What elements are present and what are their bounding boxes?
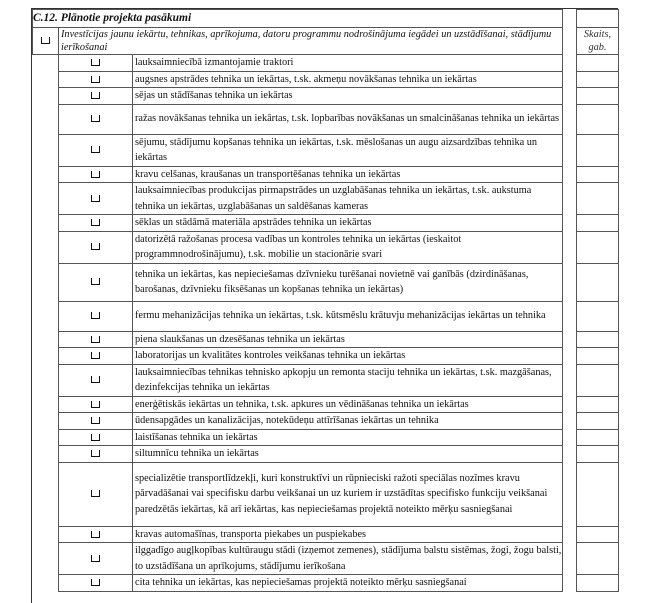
measure-label: sēklas un stādāmā materiāla apstrādes tehnika un iekārtas <box>133 215 563 232</box>
main-item-row <box>33 28 619 55</box>
count-header: Skaits, gab. <box>577 28 619 55</box>
measure-row <box>33 104 619 134</box>
section-title-row <box>33 10 619 28</box>
main-item-label: Investīcijas jaunu iekārtu, tehnikas, aprīkojuma, datoru programmu nodrošinājuma iegādei un uzstādīšanai, stādījumu ierīkošanai <box>59 28 563 55</box>
measure-label: laboratorijas un kvalitātes kontroles veikšanas tehnika un iekārtas <box>133 348 563 365</box>
measure-label: laistīšanas tehnika un iekārtas <box>133 429 563 446</box>
measure-row <box>33 71 619 88</box>
measure-checkbox[interactable] <box>91 146 100 153</box>
measure-checkbox[interactable] <box>91 59 100 66</box>
measure-row <box>33 263 619 301</box>
measure-label: kravas automašīnas, transporta piekabes un puspiekabes <box>133 526 563 543</box>
measure-row <box>33 215 619 232</box>
count-input[interactable] <box>577 301 619 331</box>
count-input[interactable] <box>577 104 619 134</box>
count-input[interactable] <box>577 348 619 365</box>
count-input[interactable] <box>577 71 619 88</box>
measure-label: lauksaimniecības produkcijas pirmapstrādes un uzglabāšanas tehnika un iekārtas, t.sk. aukstuma tehnika un iekārtas, uzglabāšanas un saldēšanas kameras <box>133 183 563 215</box>
measure-label: sējas un stādīšanas tehnika un iekārtas <box>133 88 563 105</box>
count-input[interactable] <box>577 413 619 430</box>
measure-row <box>33 166 619 183</box>
count-input[interactable] <box>577 446 619 463</box>
measure-row <box>33 301 619 331</box>
measure-label: cita tehnika un iekārtas, kas nepieciešamas projektā noteikto mērķu sasniegšanai <box>133 575 563 592</box>
main-item-checkbox[interactable] <box>41 37 50 44</box>
measure-label: lauksaimniecības tehnikas tehnisko apkopju un remonta staciju tehnika un iekārtas, t.sk. mazgāšanas, dezinfekcijas tehnika un iekārtas <box>133 364 563 396</box>
count-input[interactable] <box>577 263 619 301</box>
section-title: C.12. Plānotie projekta pasākumi <box>33 10 563 28</box>
measure-checkbox[interactable] <box>91 450 100 457</box>
count-input[interactable] <box>577 231 619 263</box>
measure-label: datorizētā ražošanas procesa vadības un kontroles tehnika un iekārtas (ieskaitot programmnodrošinājumu), t.sk. mobilie un stacionārie svari <box>133 231 563 263</box>
count-input[interactable] <box>577 55 619 72</box>
planned-measures-table <box>32 9 619 592</box>
measure-checkbox[interactable] <box>91 579 100 586</box>
measure-checkbox[interactable] <box>91 376 100 383</box>
measure-row <box>33 543 619 575</box>
measure-checkbox[interactable] <box>91 278 100 285</box>
measure-checkbox[interactable] <box>91 336 100 343</box>
measure-label: sējumu, stādījumu kopšanas tehnika un iekārtas, t.sk. mēslošanas un augu aizsardzības tehnika un iekārtas <box>133 134 563 166</box>
count-input[interactable] <box>577 88 619 105</box>
measure-row <box>33 348 619 365</box>
measure-row <box>33 396 619 413</box>
measure-row <box>33 526 619 543</box>
measure-row <box>33 429 619 446</box>
measure-label: tehnika un iekārtas, kas nepieciešamas dzīvnieku turēšanai novietnē vai ganībās (dzirdināšanas, barošanas, dzīvnieku fiksēšanas un kopšanas tehnika un iekārtas) <box>133 263 563 301</box>
measure-checkbox[interactable] <box>91 434 100 441</box>
count-input[interactable] <box>577 543 619 575</box>
measure-row <box>33 446 619 463</box>
measure-checkbox[interactable] <box>91 555 100 562</box>
measure-checkbox[interactable] <box>91 401 100 408</box>
measure-label: ūdensapgādes un kanalizācijas, notekūdeņu attīrīšanas iekārtas un tehnika <box>133 413 563 430</box>
count-input[interactable] <box>577 575 619 592</box>
measure-label: fermu mehanizācijas tehnika un iekārtas, t.sk. kūtsmēslu krātuvju mehanizācijas iekārtas un tehnika <box>133 301 563 331</box>
count-input[interactable] <box>577 183 619 215</box>
measure-label: ražas novākšanas tehnika un iekārtas, t.sk. lopbarības novākšanas un smalcināšanas tehnika un iekārtas <box>133 104 563 134</box>
measure-row <box>33 413 619 430</box>
measure-checkbox[interactable] <box>91 312 100 319</box>
measure-row <box>33 55 619 72</box>
measure-row <box>33 331 619 348</box>
count-input[interactable] <box>577 396 619 413</box>
measure-checkbox[interactable] <box>91 490 100 497</box>
measure-label: enerģētiskās iekārtas un tehnika, t.sk. apkures un vēdināšanas tehnika un iekārtas <box>133 396 563 413</box>
measure-checkbox[interactable] <box>91 352 100 359</box>
measure-row <box>33 88 619 105</box>
measure-label: kravu celšanas, kraušanas un transportēšanas tehnika un iekārtas <box>133 166 563 183</box>
measure-checkbox[interactable] <box>91 195 100 202</box>
count-input[interactable] <box>577 166 619 183</box>
measure-checkbox[interactable] <box>91 243 100 250</box>
measure-row <box>33 134 619 166</box>
measure-row <box>33 462 619 526</box>
measure-label: siltumnīcu tehnika un iekārtas <box>133 446 563 463</box>
measure-label: piena slaukšanas un dzesēšanas tehnika un iekārtas <box>133 331 563 348</box>
form-section-c12 <box>31 8 618 603</box>
count-input[interactable] <box>577 215 619 232</box>
count-input[interactable] <box>577 429 619 446</box>
measure-checkbox[interactable] <box>91 531 100 538</box>
measure-row <box>33 364 619 396</box>
measure-checkbox[interactable] <box>91 171 100 178</box>
measure-row <box>33 183 619 215</box>
measure-checkbox[interactable] <box>91 92 100 99</box>
measure-label: augsnes apstrādes tehnika un iekārtas, t.sk. akmeņu novākšanas tehnika un iekārtas <box>133 71 563 88</box>
measure-label: ilggadīgo augļkopības kultūraugu stādi (izņemot zemenes), stādījuma balstu sistēmas, žogi, žogu balsti, to uzstādīšana un aprīkojums, stādījumu ierīkošana <box>133 543 563 575</box>
count-input[interactable] <box>577 526 619 543</box>
measure-row <box>33 231 619 263</box>
measure-checkbox[interactable] <box>91 115 100 122</box>
measure-label: lauksaimniecībā izmantojamie traktori <box>133 55 563 72</box>
count-input[interactable] <box>577 462 619 526</box>
measure-checkbox[interactable] <box>91 219 100 226</box>
measure-checkbox[interactable] <box>91 76 100 83</box>
measure-label: specializētie transportlīdzekļi, kuri konstruktīvi un rūpnieciski ražoti speciālas nozīmes kravu pārvadāšanai vai specifisku darbu veikšanai un uz kuriem ir uzstādītas specifisko funkciju veikšanai paredzētās iekārtas, kā arī iekārtas, kas nepieciešamas projektā noteikto mērķu sasniegšanai <box>133 462 563 526</box>
count-input[interactable] <box>577 364 619 396</box>
count-input[interactable] <box>577 134 619 166</box>
measure-row <box>33 575 619 592</box>
measure-checkbox[interactable] <box>91 417 100 424</box>
count-input[interactable] <box>577 331 619 348</box>
